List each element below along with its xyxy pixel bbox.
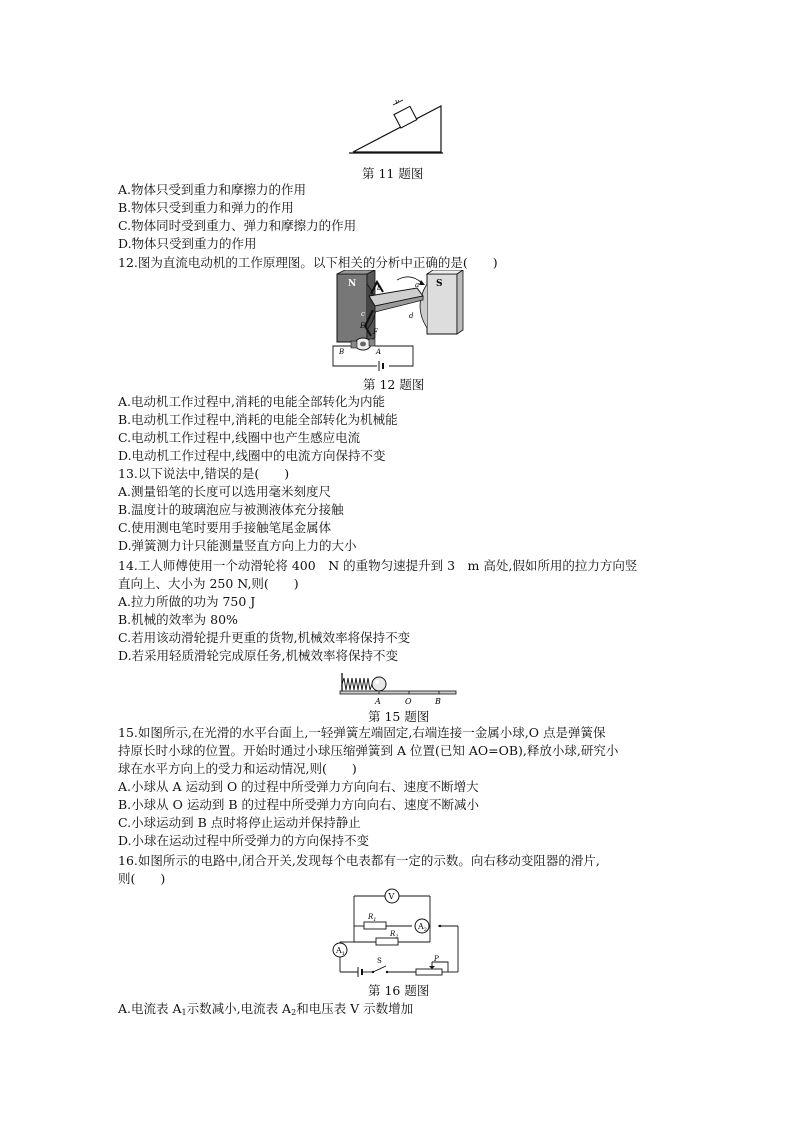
- q15-option-c: C.小球运动到 B 点时将停止运动并保持静止: [118, 815, 361, 830]
- fig12-label-f: F: [373, 328, 378, 336]
- fig16-label-r1-sub: 1: [373, 917, 377, 923]
- fig12-label-d: d: [409, 312, 414, 320]
- q16-option-a-part1: A.电流表 A: [118, 1001, 182, 1016]
- q13-stem: 13.以下说法中,错误的是( ): [118, 466, 290, 481]
- q13-option-a: A.测量铅笔的长度可以选用毫米刻度尺: [118, 484, 332, 499]
- fig16-label-r2: R: [390, 930, 396, 938]
- q12-option-a: A.电动机工作过程中,消耗的电能全部转化为内能: [118, 394, 385, 409]
- q15-stem-line3: 球在水平方向上的受力和运动情况,则( ): [118, 761, 357, 776]
- fig16-label-p: P: [434, 955, 439, 963]
- q14-option-c: C.若用该动滑轮提升更重的货物,机械效率将保持不变: [118, 630, 411, 645]
- q15-stem-line1: 15.如图所示,在光滑的水平台面上,一轻弹簧左端固定,右端连接一金属小球,O 点是弹簧保: [118, 725, 606, 740]
- q15-stem-line2: 持原长时小球的位置。开始时通过小球压缩弹簧到 A 位置(已知 AO=OB),释放小球,研究小: [118, 743, 619, 758]
- fig12-motor-diagram: [327, 270, 467, 372]
- fig16-label-r2-sub: 2: [395, 934, 399, 940]
- fig11-caption: 第 11 题图: [362, 166, 424, 181]
- q14-stem-line2: 直向上、大小为 250 N,则( ): [118, 576, 299, 591]
- q16-option-a-part3: 和电压表 V 示数增加: [296, 1001, 414, 1016]
- fig16-label-s: S: [377, 957, 382, 965]
- q16-option-a: [118, 1000, 413, 1021]
- fig12-label-a: a: [415, 281, 420, 289]
- q14-option-b: B.机械的效率为 80%: [118, 612, 238, 627]
- q11-option-c: C.物体同时受到重力、弹力和摩擦力的作用: [118, 218, 357, 233]
- q16-option-a-part2: 示数减小,电流表 A: [186, 1001, 292, 1016]
- fig12-label-brush-a: A: [376, 348, 382, 356]
- fig15-label-o: O: [405, 697, 412, 706]
- fig15-spring-diagram: [336, 670, 460, 708]
- q15-option-d: D.小球在运动过程中所受弹力的方向保持不变: [118, 833, 370, 848]
- fig15-label-a: A: [375, 697, 381, 706]
- q12-option-d: D.电动机工作过程中,线圈中的电流方向保持不变: [118, 448, 386, 463]
- q16-option-a-sub1: 1: [181, 1008, 187, 1017]
- fig12-label-s: S: [436, 279, 443, 289]
- fig16-label-a1: A: [336, 946, 342, 955]
- fig12-label-e: E: [360, 322, 366, 330]
- q11-option-d: D.物体只受到重力的作用: [118, 236, 257, 251]
- fig12-label-n: N: [348, 279, 357, 289]
- fig12-label-brush-b: B: [339, 348, 345, 356]
- fig11-incline-diagram: [345, 96, 445, 158]
- q15-option-b: B.小球从 O 运动到 B 的过程中所受弹力方向向右、速度不断减小: [118, 797, 479, 812]
- q12-stem: 12.图为直流电动机的工作原理图。以下相关的分析中正确的是( ): [118, 255, 498, 270]
- fig16-label-r1: R: [368, 913, 374, 921]
- fig16-label-a1-sub: 1: [341, 951, 345, 957]
- q13-option-d: D.弹簧测力计只能测量竖直方向上力的大小: [118, 538, 357, 553]
- q14-stem-line1: 14.工人师傅使用一个动滑轮将 400 N 的重物匀速提升到 3 m 高处,假如所用的拉力方向竖: [118, 558, 638, 573]
- q15-option-a: A.小球从 A 运动到 O 的过程中所受弹力方向向右、速度不断增大: [118, 779, 479, 794]
- fig15-caption: 第 15 题图: [368, 709, 430, 724]
- fig16-circuit-diagram: [328, 886, 464, 980]
- q12-option-b: B.电动机工作过程中,消耗的电能全部转化为机械能: [118, 412, 398, 427]
- fig12-caption: 第 12 题图: [363, 377, 425, 392]
- fig12-label-c: c: [361, 310, 365, 318]
- q11-option-b: B.物体只受到重力和弹力的作用: [118, 200, 294, 215]
- fig12-label-b: b: [377, 284, 382, 292]
- q13-option-c: C.使用测电笔时要用手接触笔尾金属体: [118, 520, 332, 535]
- svg-text:R1: [367, 913, 376, 923]
- q14-option-d: D.若采用轻质滑轮完成原任务,机械效率将保持不变: [118, 648, 399, 663]
- fig16-label-v: V: [388, 892, 395, 901]
- fig11-label-v: v: [395, 98, 399, 106]
- q16-stem-line2: 则( ): [118, 871, 166, 886]
- fig16-label-a2-sub: 2: [423, 927, 427, 933]
- q13-option-b: B.温度计的玻璃泡应与被测液体充分接触: [118, 502, 344, 517]
- fig16-caption: 第 16 题图: [368, 983, 430, 998]
- q16-option-a-sub2: 2: [291, 1008, 297, 1017]
- q11-option-a: A.物体只受到重力和摩擦力的作用: [118, 182, 307, 197]
- fig16-label-a2: A: [418, 922, 424, 931]
- q16-stem-line1: 16.如图所示的电路中,闭合开关,发现每个电表都有一定的示数。向右移动变阻器的滑片,: [118, 853, 600, 868]
- fig15-label-b: B: [435, 697, 441, 706]
- q12-option-c: C.电动机工作过程中,线圈中也产生感应电流: [118, 430, 361, 445]
- q14-option-a: A.拉力所做的功为 750 J: [118, 594, 256, 609]
